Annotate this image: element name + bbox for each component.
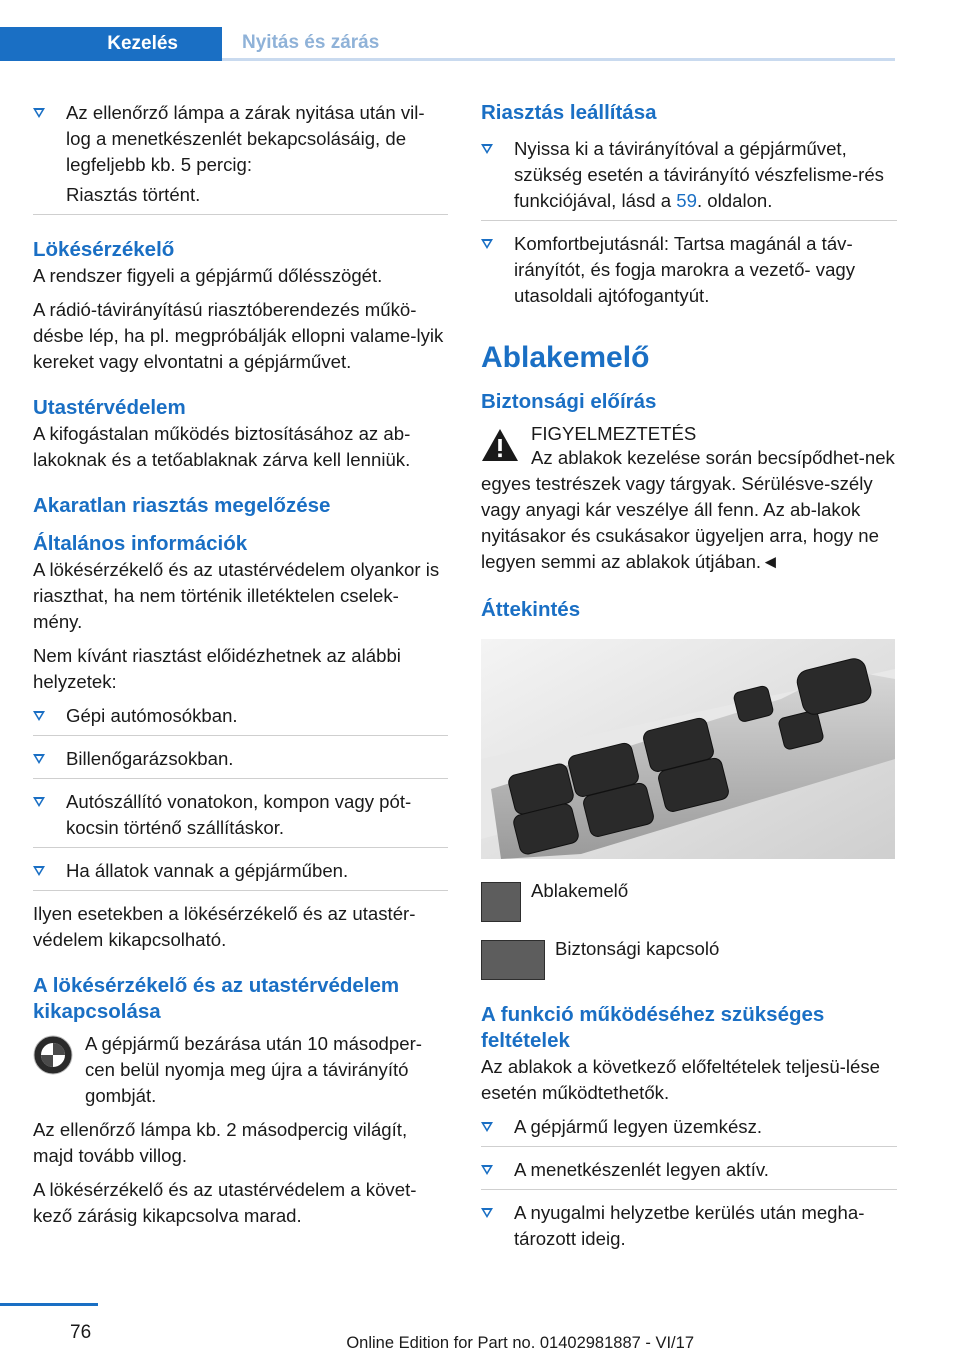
- bullet-triangle-icon: [481, 1165, 493, 1175]
- list-item: [481, 231, 897, 309]
- paragraph: A lökésérzékelő és az utastérvédelem a követ-kező zárásig kikapcsolva marad.: [33, 1179, 417, 1226]
- heading-biztonsagi-eloiras: Biztonsági előírás: [481, 390, 657, 413]
- list-item: [33, 858, 448, 891]
- list-item: [33, 100, 448, 178]
- list-item: [33, 746, 448, 779]
- heading-utastervedelem: Utastérvédelem: [33, 396, 186, 419]
- bmw-note: [33, 1031, 448, 1109]
- heading-attekintes: Áttekintés: [481, 598, 581, 621]
- legend-safety-switch: [481, 940, 897, 980]
- heading-altalanos-informaciok: Általános információk: [33, 532, 248, 555]
- paragraph: A lökésérzékelő és az utastérvédelem olyankor is riaszthat, ha nem történik illetéktelen cselek-mény.: [33, 559, 440, 632]
- bullet-triangle-icon: [481, 1208, 493, 1218]
- right-column: [481, 100, 897, 1260]
- bmw-logo-icon: [33, 1035, 73, 1075]
- list-subtext: Riasztás történt.: [33, 182, 448, 215]
- paragraph: Az ablakok a következő előfeltételek teljesü-lése esetén működtethetők.: [481, 1056, 880, 1103]
- bullet-triangle-icon: [481, 239, 493, 249]
- legend-label: Biztonsági kapcsoló: [555, 938, 720, 959]
- list-item-text: Ha állatok vannak a gépjárműben.: [66, 860, 349, 881]
- heading-funkcio-feltetelek: A funkció működéséhez szükséges feltételek: [481, 1003, 825, 1052]
- safety-switch-icon: [481, 940, 545, 980]
- paragraph: Ilyen esetekben a lökésérzékelő és az utastér-védelem kikapcsolható.: [33, 903, 416, 950]
- list-item-text: . oldalon.: [696, 190, 773, 211]
- list-item-text: Autószállító vonatokon, kompon vagy pót-kocsin történő szállításkor.: [66, 791, 412, 838]
- bullet-triangle-icon: [33, 866, 45, 876]
- tab-kezeles[interactable]: Kezelés: [0, 27, 222, 61]
- list-item: [33, 789, 448, 848]
- bullet-triangle-icon: [481, 1122, 493, 1132]
- heading-ablakemelo: Ablakemelő: [481, 341, 650, 374]
- footer-accent-line: [0, 1303, 98, 1306]
- warning-block: [481, 421, 897, 447]
- paragraph: A rendszer figyeli a gépjármű dőlésszögét.: [33, 265, 383, 286]
- window-switches-photo: [481, 639, 895, 859]
- legend-label: Ablakemelő: [531, 880, 629, 901]
- list-item-text: Gépi autómosókban.: [66, 705, 238, 726]
- warning-title: FIGYELMEZTETÉS: [531, 423, 697, 444]
- list-item-text: Billenőgarázsokban.: [66, 748, 234, 769]
- paragraph: A kifogástalan működés biztosításához az ab-lakoknak és a tetőablaknak zárva kell lenniük.: [33, 423, 411, 470]
- list-item-text: Az ellenőrző lámpa a zárak nyitása után vil-log a menetkészenlét bekapcsolásáig, de legfeljebb kb. 5 percig:: [66, 102, 425, 175]
- page-link[interactable]: 59: [676, 190, 697, 211]
- left-column: [33, 100, 448, 1237]
- tab-bar: [0, 27, 895, 63]
- heading-lokeserzekelo: Lökésérzékelő: [33, 238, 175, 261]
- list-item: [481, 1114, 897, 1147]
- list-item-text: A nyugalmi helyzetbe kerülés után megha-tározott ideig.: [514, 1202, 865, 1249]
- list-item: [33, 703, 448, 736]
- list-item-text: A menetkészenlét legyen aktív.: [514, 1159, 769, 1180]
- page-number: 76: [70, 1322, 92, 1343]
- bullet-triangle-icon: [33, 797, 45, 807]
- list-item-text: A gépjármű legyen üzemkész.: [514, 1116, 763, 1137]
- warning-text: Az ablakok kezelése során becsípődhet-nek egyes testrészek vagy tárgyak. Sérülésve-szély vagy anyagi kár veszélye áll fenn. Az ab-lakok nyitásakor és csukásakor ügyeljen arra, hogy ne legyen semmi az ablakok útjában.◄: [481, 447, 895, 572]
- heading-riasztas-leallitasa: Riasztás leállítása: [481, 101, 657, 124]
- list-item-text: Nyissa ki a távirányítóval a gépjárművet, szükség esetén a távirányító vészfelisme-rés funkciójával, lásd a: [514, 138, 884, 211]
- tab-nyitas-es-zaras[interactable]: Nyitás és zárás: [222, 27, 895, 61]
- heading-kikapcsolas: A lökésérzékelő és az utastérvédelem kikapcsolása: [33, 974, 400, 1023]
- legend-window-lift: [481, 882, 897, 922]
- paragraph: A gépjármű bezárása után 10 másodper-cen belül nyomja meg újra a távirányító gombját.: [85, 1033, 422, 1106]
- bullet-triangle-icon: [33, 108, 45, 118]
- bullet-triangle-icon: [33, 711, 45, 721]
- list-item-text: Komfortbejutásnál: Tartsa magánál a táv-irányítót, és fogja marokra a vezető- vagy utasoldali ajtófogantyút.: [514, 233, 856, 306]
- bullet-triangle-icon: [481, 144, 493, 154]
- window-lift-icon: [481, 882, 521, 922]
- list-item: [481, 1200, 897, 1252]
- list-item: [481, 1157, 897, 1190]
- paragraph: Nem kívánt riasztást előidézhetnek az alábbi helyzetek:: [33, 645, 401, 692]
- paragraph: A rádió-távirányítású riasztóberendezés műkö-désbe lép, ha pl. megpróbálják ellopni valame-lyik kereket vagy elvontatni a gépjárművet.: [33, 299, 444, 372]
- heading-akaratlan-riasztas: Akaratlan riasztás megelőzése: [33, 494, 331, 517]
- list-item: [481, 136, 897, 221]
- footer-edition: Online Edition for Part no. 01402981887 - VI/17: [346, 1334, 694, 1352]
- paragraph: Az ellenőrző lámpa kb. 2 másodpercig világít, majd tovább villog.: [33, 1119, 408, 1166]
- bullet-triangle-icon: [33, 754, 45, 764]
